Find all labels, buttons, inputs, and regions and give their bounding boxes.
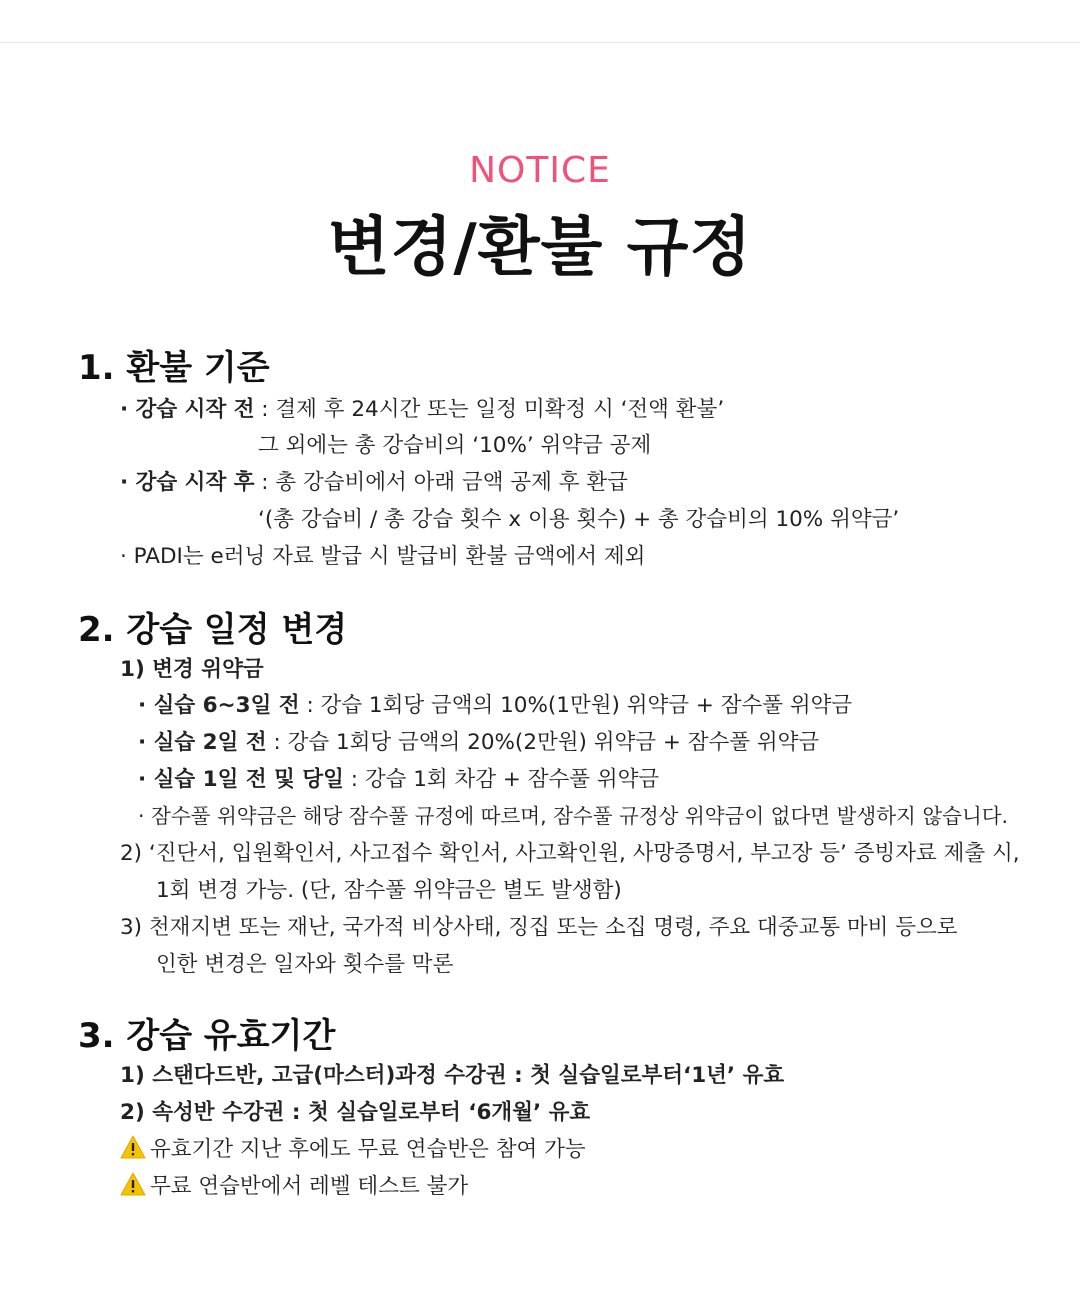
schedule-item-text: : 강습 1회 차감 + 잠수풀 위약금 [343, 767, 660, 792]
validity-warning-text: 무료 연습반에서 레벨 테스트 불가 [150, 1174, 469, 1199]
schedule-item-1day [138, 762, 659, 793]
refund-after-label: · 강습 시작 후 [120, 470, 255, 495]
schedule-item-label: · 실습 1일 전 및 당일 [138, 767, 344, 792]
refund-before-label: · 강습 시작 전 [120, 397, 255, 422]
validity-line-1: 1) 스탠다드반, 고급(마스터)과정 수강권 : 첫 실습일로부터‘1년’ 유효 [120, 1063, 785, 1088]
top-divider [0, 42, 1080, 43]
refund-before-text: : 결제 후 24시간 또는 일정 미확정 시 ‘전액 환불’ [254, 397, 725, 422]
schedule-sub3-cont: 인한 변경은 일자와 횟수를 막론 [156, 952, 454, 977]
warning-icon [120, 1172, 146, 1196]
schedule-sub2-cont: 1회 변경 가능. (단, 잠수풀 위약금은 별도 발생함) [156, 878, 622, 903]
schedule-sub2: 2) ‘진단서, 입원확인서, 사고접수 확인서, 사고확인원, 사망증명서, 부고장 등’ 증빙자료 제출 시, [120, 841, 1020, 866]
section-validity-heading: 3. 강습 유효기간 [78, 1016, 336, 1056]
schedule-item-text: : 강습 1회당 금액의 20%(2만원) 위약금 + 잠수풀 위약금 [266, 730, 820, 755]
warning-icon [120, 1135, 146, 1159]
schedule-pool-note: · 잠수풀 위약금은 해당 잠수풀 규정에 따르며, 잠수풀 규정상 위약금이 없다면 발생하지 않습니다. [138, 804, 1009, 828]
refund-after-cont: ‘(총 강습비 / 총 강습 횟수 x 이용 횟수) + 총 강습비의 10% 위약금’ [258, 507, 900, 532]
schedule-sub3: 3) 천재지변 또는 재난, 국가적 비상사태, 징집 또는 소집 명령, 주요 대중교통 마비 등으로 [120, 915, 958, 940]
section-schedule-heading: 2. 강습 일정 변경 [78, 610, 348, 650]
refund-after-text: : 총 강습비에서 아래 금액 공제 후 환급 [254, 470, 628, 495]
refund-padi-note: · PADI는 e러닝 자료 발급 시 발급비 환불 금액에서 제외 [120, 544, 646, 569]
schedule-item-2days [138, 725, 819, 756]
refund-before-cont: 그 외에는 총 강습비의 ‘10%’ 위약금 공제 [258, 433, 652, 458]
validity-warning-2 [120, 1169, 468, 1200]
validity-warning-text: 유효기간 지난 후에도 무료 연습반은 참여 가능 [150, 1137, 586, 1162]
validity-line-2: 2) 속성반 수강권 : 첫 실습일로부터 ‘6개월’ 유효 [120, 1100, 591, 1125]
refund-after-line [120, 465, 628, 496]
validity-warning-1 [120, 1132, 586, 1163]
refund-before-line [120, 392, 724, 423]
schedule-item-label: · 실습 6~3일 전 [138, 693, 300, 718]
section-refund-heading: 1. 환불 기준 [78, 348, 270, 388]
schedule-item-text: : 강습 1회당 금액의 10%(1만원) 위약금 + 잠수풀 위약금 [299, 693, 853, 718]
notice-label: NOTICE [469, 150, 611, 191]
schedule-item-6-3days [138, 688, 852, 719]
schedule-sub1: 1) 변경 위약금 [120, 657, 264, 682]
page-title: 변경/환불 규정 [327, 211, 753, 285]
schedule-item-label: · 실습 2일 전 [138, 730, 267, 755]
